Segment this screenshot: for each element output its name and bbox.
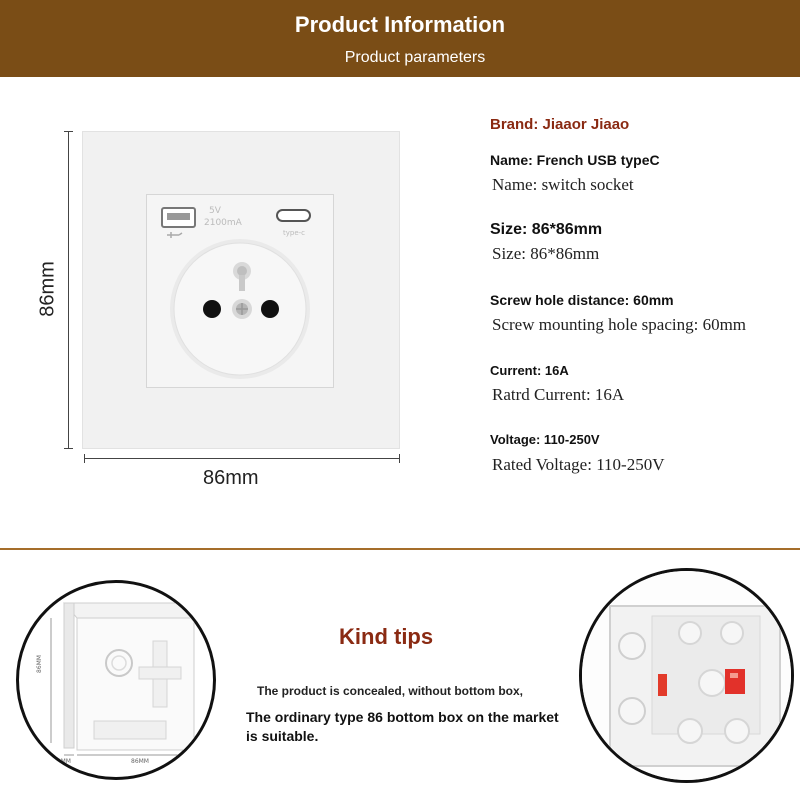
page-subtitle: Product parameters (344, 49, 486, 66)
svg-text:2100mA: 2100mA (204, 218, 242, 228)
width-dimension-line (84, 458, 400, 459)
page-title: Product Information (294, 12, 506, 37)
tips-title: Kind tips (339, 624, 434, 649)
svg-text:86MM: 86MM (36, 655, 43, 673)
spec-name-title: Name: French USB typeC (490, 152, 660, 168)
spec-screw-body: Screw mounting hole spacing: 60mm (492, 315, 747, 334)
svg-text:type-c: type-c (283, 229, 306, 237)
spec-voltage-body: Rated Voltage: 110-250V (492, 455, 665, 474)
socket-insert (146, 194, 334, 388)
spec-screw-title: Screw hole distance: 60mm (490, 292, 674, 308)
tips-line-2: The ordinary type 86 bottom box on the market is suitable. (246, 709, 559, 744)
bottom-box-icon (19, 583, 213, 777)
spec-voltage-title: Voltage: 110-250V (490, 432, 600, 447)
spec-brand: Brand: Jiaaor Jiaao (490, 116, 630, 133)
height-dimension-label: 86mm (36, 261, 59, 317)
height-dimension-line (68, 131, 69, 449)
svg-text:86MM: 86MM (131, 758, 149, 765)
socket-product-image (82, 131, 400, 449)
header-banner (0, 0, 800, 77)
tips-line-1: The product is concealed, without bottom box, (257, 684, 524, 698)
spec-current-body: Ratrd Current: 16A (492, 385, 625, 404)
width-dimension-label: 86mm (203, 467, 259, 489)
spec-current-title: Current: 16A (490, 363, 569, 378)
section-divider (0, 548, 800, 550)
bottom-box-open-icon (582, 571, 791, 780)
spec-size-title: Size: 86*86mm (490, 221, 603, 238)
svg-text:53MM: 53MM (53, 758, 71, 765)
spec-name-body: Name: switch socket (492, 175, 634, 194)
bottom-box-dimension-image (16, 580, 216, 780)
svg-text:5V: 5V (209, 206, 221, 216)
bottom-box-photo (579, 568, 794, 783)
spec-size-body: Size: 86*86mm (492, 244, 600, 263)
socket-face-icon (147, 195, 333, 387)
